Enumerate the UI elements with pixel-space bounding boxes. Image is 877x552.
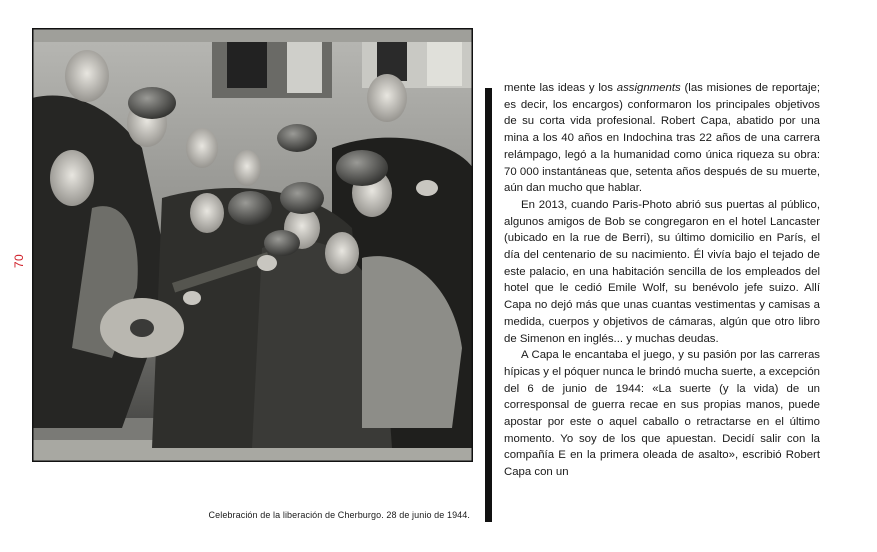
vertical-rule [485,88,492,522]
page-number-label: 70 [12,253,26,269]
text-column [504,80,820,481]
text-run: mente las ideas y los [504,82,617,94]
paragraph-3: A Capa le encantaba el juego, y su pasión por las carreras hípicas y el póquer nunca le brindó mucha suerte, a excepción del 6 de junio de 1944: «La suerte (y la vida) de un corresponsal de guerra recae en sus propias manos, puede apostar por este o aquel caballo o retractarse en el último momento. Yo soy de los que apuestan. Decidí salir con la compañía E en la primera oleada de asalto», escribió Robert Capa con un [504,349,820,479]
photograph [32,28,473,462]
page-number [11,250,27,272]
paragraph-2: En 2013, cuando Paris-Photo abrió sus puertas al público, algunos amigos de Bob se congregaron en el hotel Lancaster (ubicado en la rue de Berri), su último domicilio en París, el día del centenario de su nacimiento. Él vivía bajo el tejado de este palacio, en una habitación sencilla de los empleados del hotel que le cedió Emile Wolf, su benévolo jefe suizo. Allí Capa no dejó más que unas cuantas vestimentas y camisas a medida, cuerpos y objetivos de cámaras, algún que otro libro de Simenon en inglés... y muchas deudas. [504,198,820,345]
text-run: (las misiones de reportaje; es decir, los encargos) conformaron los principales objetivos de su corta vida profesional. Robert Capa, abatido por una mina a los 40 años en Indochina tras 22 años de una carrera relámpago, legó a la humanidad como única riqueza su obra: 70 000 instantáneas que, setenta años después de su muerte, aún dan mucho que hablar. [504,82,820,195]
italic-term: assignments [616,82,681,94]
photo-caption: Celebración de la liberación de Cherburgo. 28 de junio de 1944. [208,510,470,520]
paragraph-1 [504,80,820,197]
